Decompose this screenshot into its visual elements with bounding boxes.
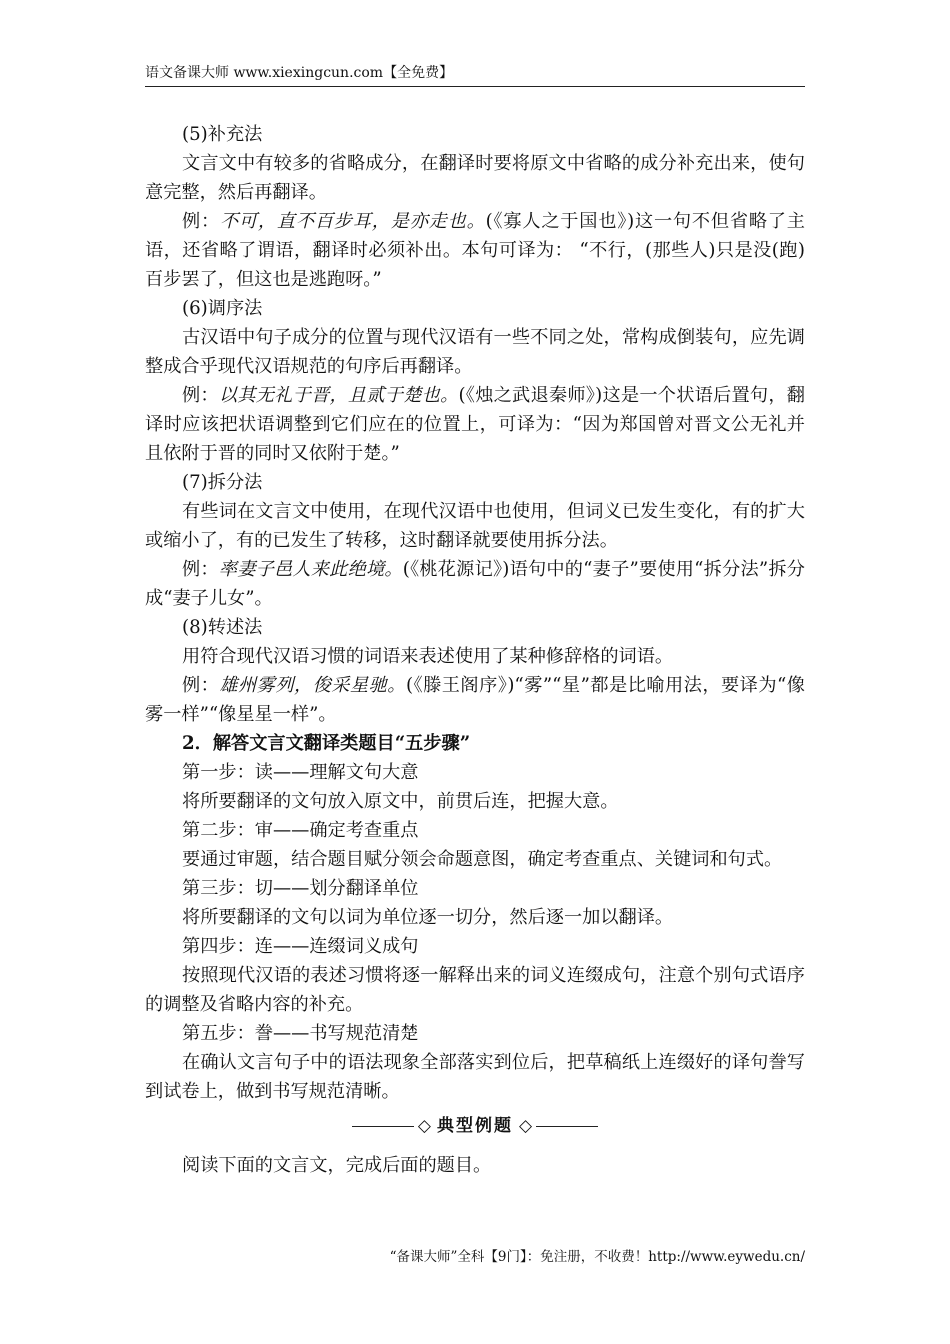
paragraph: 有些词在文言文中使用，在现代汉语中也使用，但词义已发生变化，有的扩大或缩小了，有的已发生了转移，这时翻译就要使用拆分法。 <box>145 501 805 551</box>
paragraph: 按照现代汉语的表述习惯将逐一解释出来的词义连缀成句，注意个别句式语序的调整及省略内容的补充。 <box>145 965 805 1015</box>
diamond-icon-right: ◇ <box>519 1116 533 1136</box>
paragraph: 第四步：连——连缀词义成句 <box>182 936 419 957</box>
example-quote: 雄州雾列，俊采星驰。 <box>219 675 406 696</box>
example-quote: 不可，直不百步耳，是亦走也。 <box>219 211 486 232</box>
closing-paragraph: 阅读下面的文言文，完成后面的题目。 <box>182 1155 492 1176</box>
example-paragraph <box>145 381 805 468</box>
example-lead: 例： <box>182 211 220 232</box>
section-divider <box>145 1112 805 1141</box>
paragraph: 要通过审题，结合题目赋分领会命题意图，确定考查重点、关键词和句式。 <box>182 849 783 870</box>
paragraph: 第一步：读——理解文句大意 <box>182 762 419 783</box>
example-explanation: (《寡人之于国也》)这一句不但省略了主语，还省略了谓语，翻译时必须补出。本句可译为： “不行，(那些人)只是没(跑)百步罢了，但这也是逃跑呀。” <box>145 211 805 290</box>
page-header <box>145 60 805 87</box>
main-content <box>145 120 805 1180</box>
example-paragraph <box>145 671 805 729</box>
example-lead: 例： <box>182 385 219 406</box>
example-quote: 以其无礼于晋，且贰于楚也。 <box>218 385 459 406</box>
example-paragraph <box>145 207 805 294</box>
paragraph: 第五步：誊——书写规范清楚 <box>182 1023 419 1044</box>
section-title: 典型例题 <box>437 1116 513 1136</box>
paragraph: 古汉语中句子成分的位置与现代汉语有一些不同之处，常构成倒装句，应先调整成合乎现代汉语规范的句序后再翻译。 <box>145 327 805 377</box>
example-paragraph <box>145 555 805 613</box>
paragraph: 在确认文言句子中的语法现象全部落实到位后，把草稿纸上连缀好的译句誊写到试卷上，做到书写规范清晰。 <box>145 1052 805 1102</box>
page-footer <box>145 1245 805 1265</box>
divider-line-right <box>536 1126 598 1127</box>
paragraph: 将所要翻译的文句以词为单位逐一切分，然后逐一加以翻译。 <box>182 907 674 928</box>
header-text: 语文备课大师 www.xiexingcun.com【全免费】 <box>145 65 454 81</box>
paragraph: (8)转述法 <box>182 617 263 638</box>
example-quote: 率妻子邑人来此绝境。 <box>218 559 403 580</box>
paragraph: (5)补充法 <box>182 124 263 145</box>
paragraph: 2．解答文言文翻译类题目“五步骤” <box>182 733 471 754</box>
example-explanation: (《烛之武退秦师》)这是一个状语后置句，翻译时应该把状语调整到它们应在的位置上，可译为：“因为郑国曾对晋文公无礼并且依附于晋的同时又依附于楚。” <box>145 385 805 464</box>
example-explanation: (《滕王阁序》)“雾”“星”都是比喻用法，要译为“像雾一样”“像星星一样”。 <box>145 675 805 725</box>
divider-line-left <box>352 1126 414 1127</box>
example-explanation: (《桃花源记》)语句中的“妻子”要使用“拆分法”拆分成“妻子儿女”。 <box>145 559 805 609</box>
paragraph: 将所要翻译的文句放入原文中，前贯后连，把握大意。 <box>182 791 619 812</box>
example-lead: 例： <box>182 559 219 580</box>
diamond-icon-left: ◇ <box>417 1116 431 1136</box>
paragraph: 文言文中有较多的省略成分，在翻译时要将原文中省略的成分补充出来，使句意完整，然后再翻译。 <box>145 153 805 203</box>
paragraph: (7)拆分法 <box>182 472 263 493</box>
footer-text: “备课大师”全科【9门】：免注册，不收费！http://www.eywedu.cn/ <box>389 1249 805 1265</box>
example-lead: 例： <box>182 675 220 696</box>
paragraph: (6)调序法 <box>182 298 263 319</box>
paragraph: 第三步：切——划分翻译单位 <box>182 878 419 899</box>
paragraph: 用符合现代汉语习惯的词语来表述使用了某种修辞格的词语。 <box>182 646 674 667</box>
paragraph-list <box>145 120 805 1106</box>
paragraph: 第二步：审——确定考查重点 <box>182 820 419 841</box>
